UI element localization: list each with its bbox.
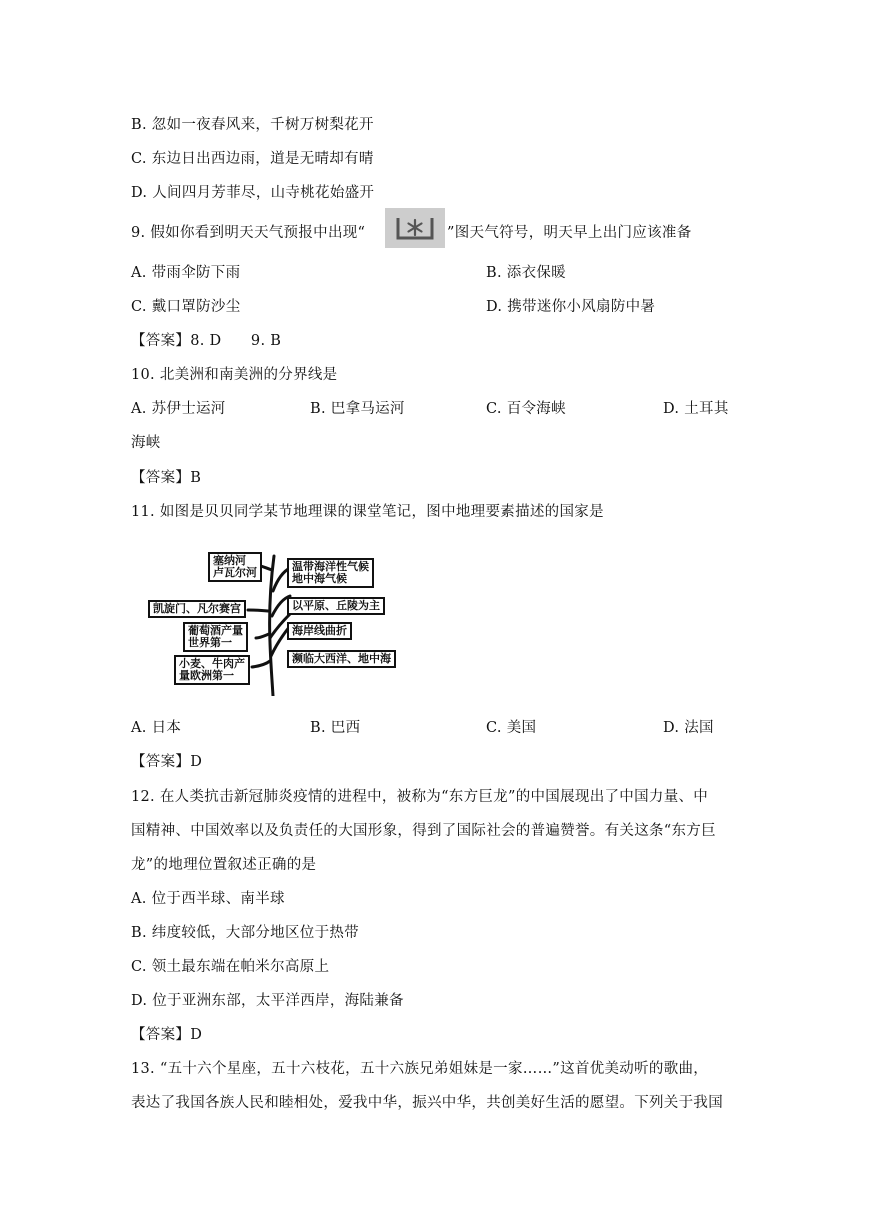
q10-option-a: A. 苏伊士运河 [131,401,226,417]
q11-option-b: B. 巴西 [310,720,361,736]
diagram-note-landmarks: 凯旋门、凡尔赛宫 [148,600,246,618]
diagram-note-coastline: 海岸线曲折 [287,622,352,640]
q11-option-a: A. 日本 [131,720,182,736]
diagram-note-wine: 葡萄酒产量 世界第一 [183,622,248,652]
q9-option-a: A. 带雨伞防下雨 [131,265,241,281]
q10-stem: 10. 北美洲和南美洲的分界线是 [131,367,338,383]
q10-option-c: C. 百令海峡 [486,401,566,417]
answer-10: 【答案】B [131,470,202,486]
q12-stem-line-3: 龙”的地理位置叙述正确的是 [131,857,317,873]
answer-12: 【答案】D [131,1027,203,1043]
diagram-note-terrain: 以平原、丘陵为主 [287,597,385,615]
q11-option-c: C. 美国 [486,720,537,736]
answer-8-9: 【答案】8. D 9. B [131,333,282,349]
class-notes-tree-diagram [148,546,410,696]
diagram-note-rivers: 塞纳河 卢瓦尔河 [208,552,262,582]
q9-stem-prefix: 9. 假如你看到明天天气预报中出现“ [131,225,366,241]
q13-stem-line-1: 13. “五十六个星座，五十六枝花，五十六族兄弟姐妹是一家……”这首优美动听的歌曲， [131,1061,709,1077]
answer-11: 【答案】D [131,754,203,770]
q9-stem-suffix: ”图天气符号，明天早上出门应该准备 [447,225,692,241]
q8-option-b: B. 忽如一夜春风来，千树万树梨花开 [131,117,374,133]
q11-stem: 11. 如图是贝贝同学某节地理课的课堂笔记，图中地理要素描述的国家是 [131,504,604,520]
q12-option-d: D. 位于亚洲东部，太平洋西岸，海陆兼备 [131,993,404,1009]
q8-option-c: C. 东边日出西边雨，道是无晴却有晴 [131,151,374,167]
q10-option-d: D. 土耳其 [663,401,729,417]
q10-option-b: B. 巴拿马运河 [310,401,405,417]
q12-option-c: C. 领土最东端在帕米尔高原上 [131,959,330,975]
q13-stem-line-2: 表达了我国各族人民和睦相处，爱我中华，振兴中华，共创美好生活的愿望。下列关于我国 [131,1095,723,1111]
diagram-note-wheat-beef: 小麦、牛肉产 量欧洲第一 [174,655,250,685]
diagram-note-seas: 濒临大西洋、地中海 [287,650,396,668]
q12-option-b: B. 纬度较低，大部分地区位于热带 [131,925,359,941]
q12-stem-line-2: 国精神、中国效率以及负责任的大国形象，得到了国际社会的普遍赞誉。有关这条“东方巨 [131,823,716,839]
q11-option-d: D. 法国 [663,720,714,736]
q12-option-a: A. 位于西半球、南半球 [131,891,285,907]
q9-option-c: C. 戴口罩防沙尘 [131,299,241,315]
diagram-note-climate: 温带海洋性气候 地中海气候 [287,558,374,588]
q8-option-d: D. 人间四月芳菲尽，山寺桃花始盛开 [131,185,375,201]
q12-stem-line-1: 12. 在人类抗击新冠肺炎疫情的进程中，被称为“东方巨龙”的中国展现出了中国力量、中 [131,789,709,805]
q9-option-b: B. 添衣保暖 [486,265,566,281]
q9-option-d: D. 携带迷你小风扇防中暑 [486,299,656,315]
q10-option-d-continued: 海峡 [131,435,161,451]
snow-weather-symbol-icon [385,208,445,248]
